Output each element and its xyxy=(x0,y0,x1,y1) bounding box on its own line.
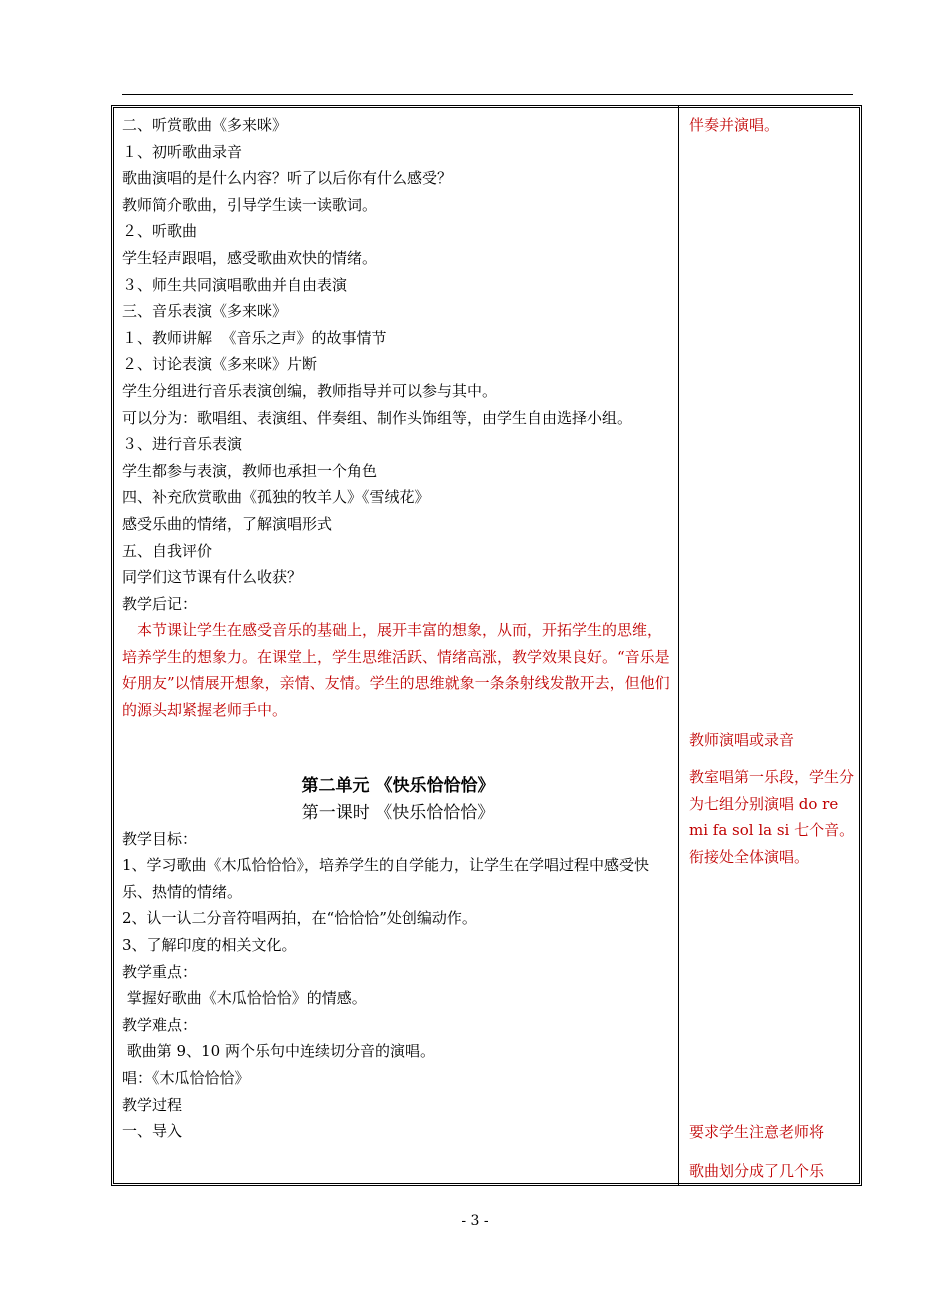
side-note: 伴奏并演唱。 xyxy=(689,116,780,134)
text-line: 歌曲第 9、10 两个乐句中连续切分音的演唱。 xyxy=(122,1042,435,1061)
text-line: 教学后记： xyxy=(122,594,198,613)
text-line: １、初听歌曲录音 xyxy=(122,142,243,161)
text-line: 唱：《木瓜恰恰恰》 xyxy=(122,1069,250,1087)
text-line: 可以分为：歌唱组、表演组、伴奏组、制作头饰组等，由学生自由选择小组。 xyxy=(122,408,633,427)
lesson-title: 第一课时 《快乐恰恰恰》 xyxy=(301,802,495,823)
side-note: 要求学生注意老师将 xyxy=(689,1123,825,1141)
text-line: １、教师讲解 《音乐之声》的故事情节 xyxy=(122,328,387,347)
page-number: - 3 - xyxy=(461,1213,489,1229)
notes-column xyxy=(689,112,855,1180)
text-line: 学生都参与表演，教师也承担一个角色 xyxy=(122,461,378,480)
side-note: 教室唱第一乐段，学生分为七组分别演唱 do re mi fa sol la si 七个音。衔接处全体演唱。 xyxy=(689,768,855,866)
text-line: 掌握好歌曲《木瓜恰恰恰》的情感。 xyxy=(122,989,367,1008)
teaching-reflection: 本节课让学生在感受音乐的基础上，展开丰富的想象，从而，开拓学生的思维，培养学生的想象力。在课堂上，学生思维活跃、情绪高涨，教学效果良好。“音乐是好朋友”以情展开想象，亲情、友情。学生的思维就象一条条射线发散开去，但他们的源头却紧握老师手中。 xyxy=(122,621,670,720)
text-line: ２、听歌曲 xyxy=(122,222,198,241)
text-line: 一、导入 xyxy=(122,1122,183,1141)
main-column xyxy=(122,112,674,1145)
text-line: 歌曲演唱的是什么内容？听了以后你有什么感受？ xyxy=(122,169,453,188)
text-line: ３、进行音乐表演 xyxy=(122,435,243,454)
text-line: 1、学习歌曲《木瓜恰恰恰》，培养学生的自学能力，让学生在学唱过程中感受快乐、热情的情绪。 xyxy=(122,856,650,901)
header-rule xyxy=(122,94,853,95)
side-note: 教师演唱或录音 xyxy=(689,731,795,749)
text-line: 感受乐曲的情绪，了解演唱形式 xyxy=(122,514,333,533)
text-line: 教师简介歌曲，引导学生读一读歌词。 xyxy=(122,195,378,214)
text-line: ２、讨论表演《多来咪》片断 xyxy=(122,355,318,374)
text-line: 二、听赏歌曲《多来咪》 xyxy=(122,116,288,134)
text-line: 学生轻声跟唱，感受歌曲欢快的情绪。 xyxy=(122,248,378,267)
text-line: ３、师生共同演唱歌曲并自由表演 xyxy=(122,275,348,294)
unit-title: 第二单元 《快乐恰恰恰》 xyxy=(301,775,495,796)
text-line: 教学目标： xyxy=(122,829,198,848)
side-note: 歌曲划分成了几个乐 xyxy=(689,1162,825,1180)
text-line: 同学们这节课有什么收获？ xyxy=(122,568,303,587)
column-divider xyxy=(678,105,679,1186)
text-line: 三、音乐表演《多来咪》 xyxy=(122,302,288,321)
text-line: 3、了解印度的相关文化。 xyxy=(122,936,297,955)
text-line: 学生分组进行音乐表演创编，教师指导并可以参与其中。 xyxy=(122,381,498,400)
text-line: 教学难点： xyxy=(122,1015,198,1034)
text-line: 2、认一认二分音符唱两拍，在“恰恰恰”处创编动作。 xyxy=(122,909,477,928)
text-line: 四、补充欣赏歌曲《孤独的牧羊人》《雪绒花》 xyxy=(122,488,430,507)
text-line: 五、自我评价 xyxy=(122,541,213,560)
text-line: 教学重点： xyxy=(122,962,198,981)
text-line: 教学过程 xyxy=(122,1095,183,1114)
